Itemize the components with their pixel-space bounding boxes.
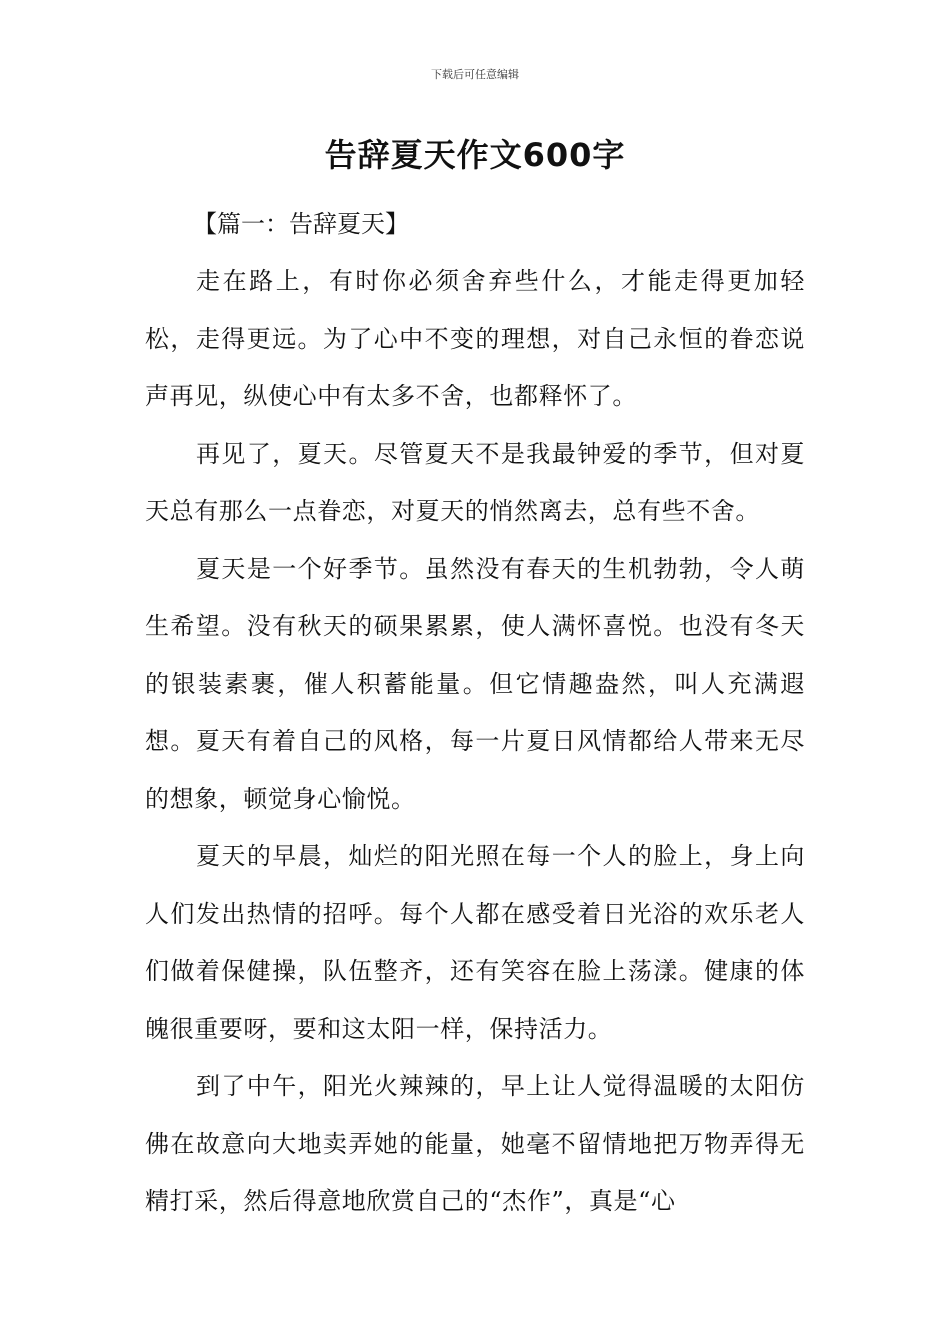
document-title: 告辞夏天作文600字 xyxy=(324,136,626,174)
paragraph-3: 夏天是一个好季节。虽然没有春天的生机勃勃，令人萌生希望。没有秋天的硕果累累，使人满怀喜悦。也没有冬天的银装素裹，催人积蓄能量。但它情趣盎然，叫人充满遐想。夏天有着自己的风格，每一片夏日风情都给人带来无尽的想象，顿觉身心愉悦。 xyxy=(145,554,805,813)
header-note: 下载后可任意编辑 xyxy=(431,68,519,81)
paragraph-5: 到了中午，阳光火辣辣的，早上让人觉得温暖的太阳仿佛在故意向大地卖弄她的能量，她毫不留情地把万物弄得无精打采，然后得意地欣赏自己的“杰作”，真是“心 xyxy=(145,1072,805,1215)
document-body xyxy=(145,196,805,1231)
paragraph-2: 再见了，夏天。尽管夏天不是我最钟爱的季节，但对夏天总有那么一点眷恋，对夏天的悄然离去，总有些不舍。 xyxy=(145,439,805,525)
section-heading: 【篇一：告辞夏天】 xyxy=(193,210,409,238)
paragraph-1: 走在路上，有时你必须舍弃些什么，才能走得更加轻松，走得更远。为了心中不变的理想，对自己永恒的眷恋说声再见，纵使心中有太多不舍，也都释怀了。 xyxy=(145,267,805,410)
paragraph-4: 夏天的早晨，灿烂的阳光照在每一个人的脸上，身上向人们发出热情的招呼。每个人都在感受着日光浴的欢乐老人们做着保健操，队伍整齐，还有笑容在脸上荡漾。健康的体魄很重要呀，要和这太阳一样，保持活力。 xyxy=(145,842,805,1043)
